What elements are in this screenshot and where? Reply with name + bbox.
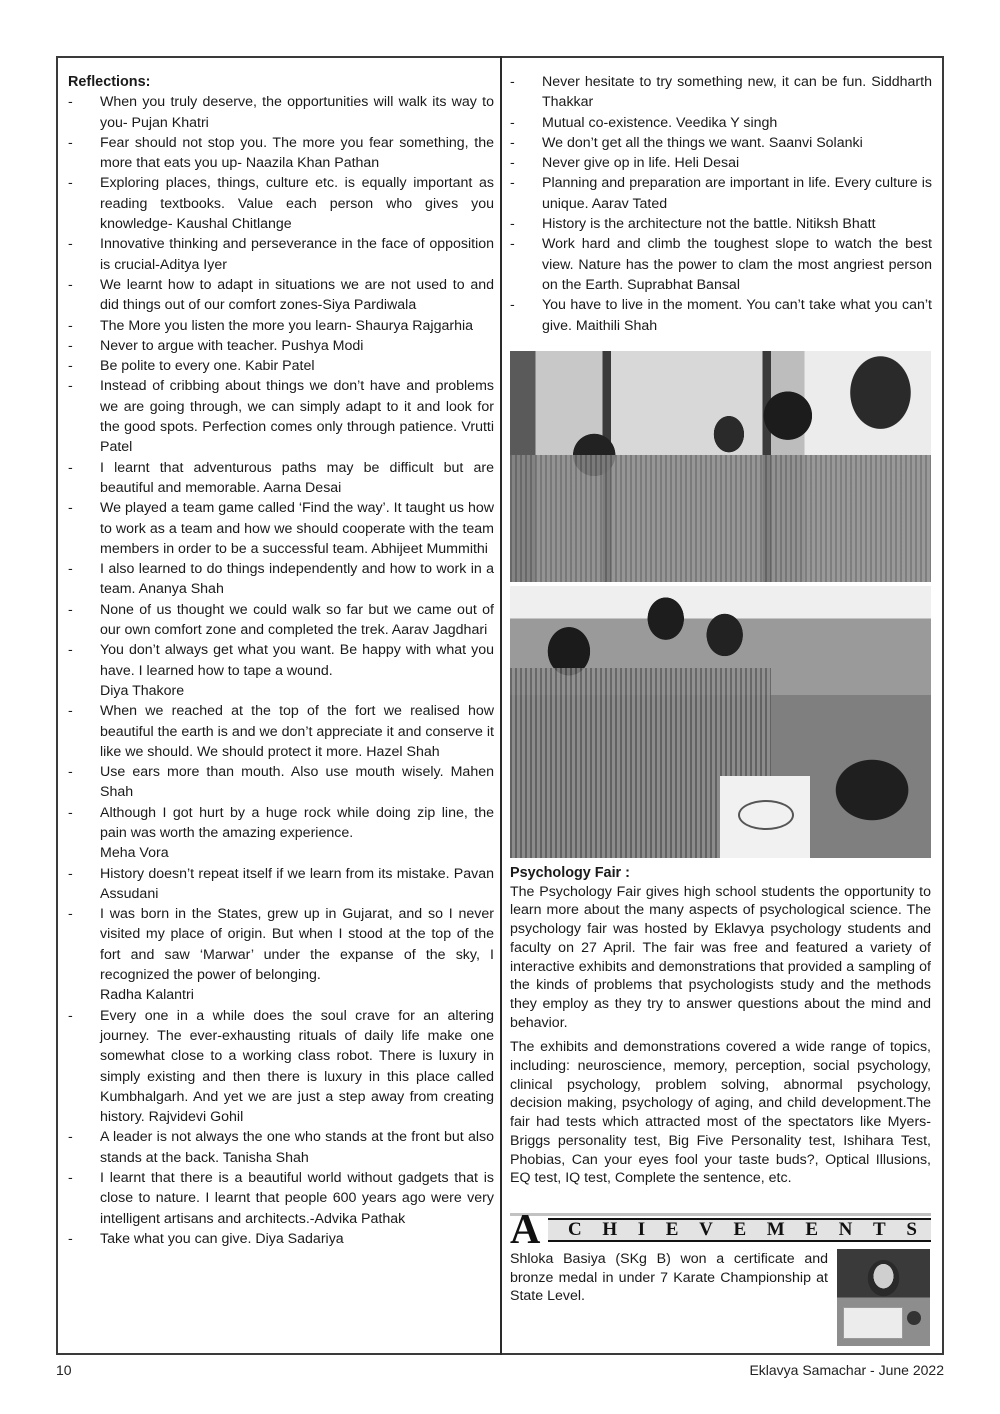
- reflection-item: [68, 458, 494, 499]
- reflection-item: [68, 1168, 494, 1229]
- reflection-text: You have to live in the moment. You can’t take what you can’t give. Maithili Shah: [542, 297, 932, 334]
- bullet-dash: -: [68, 337, 73, 354]
- achievements-letter: I: [637, 1219, 646, 1240]
- achievements-header: [510, 1207, 931, 1253]
- reflection-item: [510, 133, 932, 153]
- bullet-dash: -: [510, 216, 515, 233]
- reflections-list-left: [68, 92, 494, 1249]
- reflection-text: We learnt how to adapt in situations we are not used to and did things out of our comfort zones-Siya Pardiwala: [100, 276, 494, 314]
- reflection-author: Meha Vora: [100, 845, 169, 862]
- bullet-dash: -: [68, 276, 73, 293]
- bullet-dash: -: [68, 601, 73, 618]
- reflection-text: Work hard and climb the toughest slope to watch the best view. Nature has the power to clam the most angriest person on the Earth. Suprabhat Bansal: [542, 236, 932, 293]
- psychology-fair-paragraph-1: The Psychology Fair gives high school students the opportunity to learn more about the many aspects of psychological science. The psychology fair was hosted by Eklavya psychology students and faculty on 27 April. The fair was free and featured a variety of interactive exhibits and demonstrations that provided a sampling of the kinds of problems that psychologists study and the methods they employ as they try to answer questions about the mind and behavior.: [510, 883, 931, 1031]
- reflection-item: [68, 1229, 494, 1249]
- achievements-letter: M: [766, 1219, 785, 1240]
- reflection-text: When you truly deserve, the opportunities will walk its way to you- Pujan Khatri: [100, 94, 494, 131]
- bullet-dash: -: [510, 134, 515, 151]
- reflection-item: [510, 113, 932, 133]
- achievements-letter: C: [568, 1219, 582, 1240]
- reflection-item: [510, 173, 932, 214]
- bullet-dash: -: [68, 642, 73, 659]
- psychology-fair-title: Psychology Fair :: [510, 865, 630, 881]
- bullet-dash: -: [68, 134, 73, 151]
- bullet-dash: -: [68, 865, 73, 882]
- bullet-dash: -: [68, 236, 73, 253]
- achievements-letter: V: [699, 1219, 713, 1240]
- reflection-text: Take what you can give. Diya Sadariya: [100, 1230, 344, 1247]
- bullet-dash: -: [68, 804, 73, 821]
- achievements-drop-cap: A: [510, 1207, 541, 1253]
- psychology-fair-paragraph-2: The exhibits and demonstrations covered a wide range of topics, including: neuroscience, memory, perception, social psychology, clinical psychology, problem solving, abnormal psychology, decision making, psychology of aging, and child development.The fair had tests which attracted most of the spectators like Myers-Briggs personality test, Big Five Personality test, Ishihara Test, Phobias, Can your eyes fool your taste buds?, Optical Illusions, EQ test, IQ test, Complete the sentence, etc.: [510, 1039, 931, 1187]
- reflection-item: [68, 1006, 494, 1128]
- bullet-dash: -: [68, 378, 73, 395]
- reflection-text: Although I got hurt by a huge rock while doing zip line, the pain was worth the amazing experience.: [100, 804, 494, 841]
- reflections-left-column: [68, 72, 494, 1249]
- reflection-text: I was born in the States, grew up in Gujarat, and so I never visited my place of origin. But when I stood at the top of the fort and saw ‘Marwar’ under the expanse of the sky, I recognized the power of belonging.: [100, 906, 494, 984]
- reflection-item: [68, 701, 494, 762]
- reflection-text: Mutual co-existence. Veedika Y singh: [542, 114, 778, 131]
- achievements-letter: E: [665, 1219, 679, 1240]
- reflection-text: Planning and preparation are important in life. Every culture is unique. Aarav Tated: [542, 175, 932, 212]
- reflection-item: [68, 762, 494, 803]
- reflection-item: [68, 864, 494, 905]
- reflection-text: Never hesitate to try something new, it can be fun. Siddharth Thakkar: [542, 74, 932, 111]
- reflection-text: We don’t get all the things we want. Saanvi Solanki: [542, 134, 863, 151]
- reflection-text: None of us thought we could walk so far but we came out of our own comfort zone and completed the trek. Aarav Jagdhari: [100, 601, 494, 639]
- achievement-photo: [837, 1249, 930, 1346]
- reflection-text: Exploring places, things, culture etc. is equally important as reading textbooks. Value each person who gives you knowledge- Kaushal Chitlange: [100, 175, 494, 233]
- certificate-shape: [843, 1307, 903, 1339]
- reflection-item: [68, 640, 494, 701]
- achievements-letter-bar: [548, 1218, 931, 1242]
- achievements-letter: S: [906, 1219, 917, 1240]
- reflection-item: [68, 92, 494, 133]
- bullet-dash: -: [68, 94, 73, 111]
- reflection-item: [68, 234, 494, 275]
- publication-footer: Eklavya Samachar - June 2022: [749, 1362, 944, 1378]
- psychology-exhibit-photo: [510, 586, 931, 858]
- bullet-dash: -: [68, 459, 73, 476]
- reflection-text: You don’t always get what you want. Be happy with what you have. I learned how to tape a wound.: [100, 642, 494, 679]
- reflection-text: Instead of cribbing about things we don’t have and problems we are going through, we can simply adapt to it and look for the good spots. Perfection comes only through patience. Vrutti Patel: [100, 378, 494, 456]
- reflection-text: Innovative thinking and perseverance in the face of opposition is crucial-Aditya Iyer: [100, 236, 494, 273]
- reflections-title: Reflections:: [68, 74, 151, 90]
- psychology-fair-section: [510, 864, 931, 1188]
- bullet-dash: -: [68, 906, 73, 923]
- bullet-dash: -: [68, 703, 73, 720]
- reflection-text: Never give op in life. Heli Desai: [542, 155, 740, 172]
- reflections-list-right: [510, 72, 932, 336]
- reflection-item: [68, 173, 494, 234]
- reflection-author: Diya Thakore: [100, 682, 185, 699]
- reflection-item: [510, 234, 932, 295]
- reflection-text: I learnt that there is a beautiful world without gadgets that is close to nature. I learnt that people 600 years ago were very intelligent artisans and architects.-Advika Pathak: [100, 1170, 494, 1227]
- bullet-dash: -: [510, 175, 515, 192]
- reflection-author: Radha Kalantri: [100, 987, 194, 1004]
- reflection-item: [68, 316, 494, 336]
- reflection-text: I learnt that adventurous paths may be difficult but are beautiful and memorable. Aarna Desai: [100, 459, 494, 496]
- bullet-dash: -: [510, 114, 515, 131]
- reflection-text: Use ears more than mouth. Also use mouth wisely. Mahen Shah: [100, 764, 494, 801]
- reflection-item: [68, 356, 494, 376]
- reflection-text: A leader is not always the one who stands at the front but also stands at the back. Tanisha Shah: [100, 1129, 494, 1166]
- reflection-text: We played a team game called ‘Find the way’. It taught us how to work as a team and how we should cooperate with the team members in order to be a successful team. Abhijeet Mummithi: [100, 500, 494, 557]
- achievements-letter: T: [873, 1219, 886, 1240]
- bullet-dash: -: [510, 155, 515, 172]
- bullet-dash: -: [510, 236, 515, 253]
- reflection-item: [68, 1127, 494, 1168]
- reflection-text: Be polite to every one. Kabir Patel: [100, 358, 315, 375]
- bullet-dash: -: [68, 358, 73, 375]
- reflection-text: I also learned to do things independently and how to work in a team. Ananya Shah: [100, 561, 494, 598]
- reflection-text: The More you listen the more you learn- Shaurya Rajgarhia: [100, 317, 474, 334]
- reflection-text: When we reached at the top of the fort we realised how beautiful the earth is and we don’t appreciate it and conserve it like we should. We should protect it more. Hazel Shah: [100, 703, 494, 760]
- achievements-letter: H: [602, 1219, 618, 1240]
- page-number: 10: [56, 1362, 72, 1378]
- bullet-dash: -: [68, 317, 73, 334]
- bullet-dash: -: [68, 1129, 73, 1146]
- reflection-text: History is the architecture not the battle. Nitiksh Bhatt: [542, 216, 876, 233]
- reflection-item: [68, 600, 494, 641]
- achievements-letter: E: [805, 1219, 819, 1240]
- bullet-dash: -: [68, 561, 73, 578]
- column-divider: [500, 56, 502, 1355]
- achievement-text: Shloka Basiya (SKg B) won a certificate and bronze medal in under 7 Karate Championship at State Level.: [510, 1251, 828, 1305]
- bullet-dash: -: [68, 1230, 73, 1247]
- reflection-text: Never to argue with teacher. Pushya Modi: [100, 337, 364, 354]
- reflection-item: [68, 133, 494, 174]
- reflection-item: [510, 72, 932, 113]
- reflection-item: [68, 336, 494, 356]
- reflection-item: [510, 214, 932, 234]
- achievements-letter: N: [838, 1219, 853, 1240]
- bullet-dash: -: [510, 74, 515, 90]
- bullet-dash: -: [68, 764, 73, 781]
- reflection-item: [510, 153, 932, 173]
- reflection-item: [68, 498, 494, 559]
- reflection-item: [68, 904, 494, 1005]
- reflection-item: [68, 559, 494, 600]
- bullet-dash: -: [68, 1170, 73, 1187]
- bullet-dash: -: [68, 1007, 73, 1024]
- bullet-dash: -: [68, 500, 73, 517]
- students-experiment-photo: [510, 351, 931, 582]
- reflection-text: History doesn’t repeat itself if we learn from its mistake. Pavan Assudani: [100, 865, 494, 902]
- reflection-text: Fear should not stop you. The more you fear something, the more that eats you up- Naazila Khan Pathan: [100, 134, 494, 172]
- reflection-text: Every one in a while does the soul crave for an altering journey. The ever-exhausting rituals of daily life make one somewhat close to a working class robot. There is luxury in simply existing and then there is luxury in this place called Kumbhalgarh. And yet we are just a step away from creating history. Rajvidevi Gohil: [100, 1007, 494, 1126]
- reflection-item: [510, 295, 932, 336]
- reflection-item: [68, 376, 494, 457]
- bullet-dash: -: [510, 297, 515, 314]
- reflections-right-column: [510, 72, 932, 336]
- optical-illusion-sheet: [720, 776, 810, 858]
- reflection-item: [68, 803, 494, 864]
- bullet-dash: -: [68, 175, 73, 192]
- reflection-item: [68, 275, 494, 316]
- achievements-letter: E: [733, 1219, 747, 1240]
- medal-shape: [907, 1311, 921, 1325]
